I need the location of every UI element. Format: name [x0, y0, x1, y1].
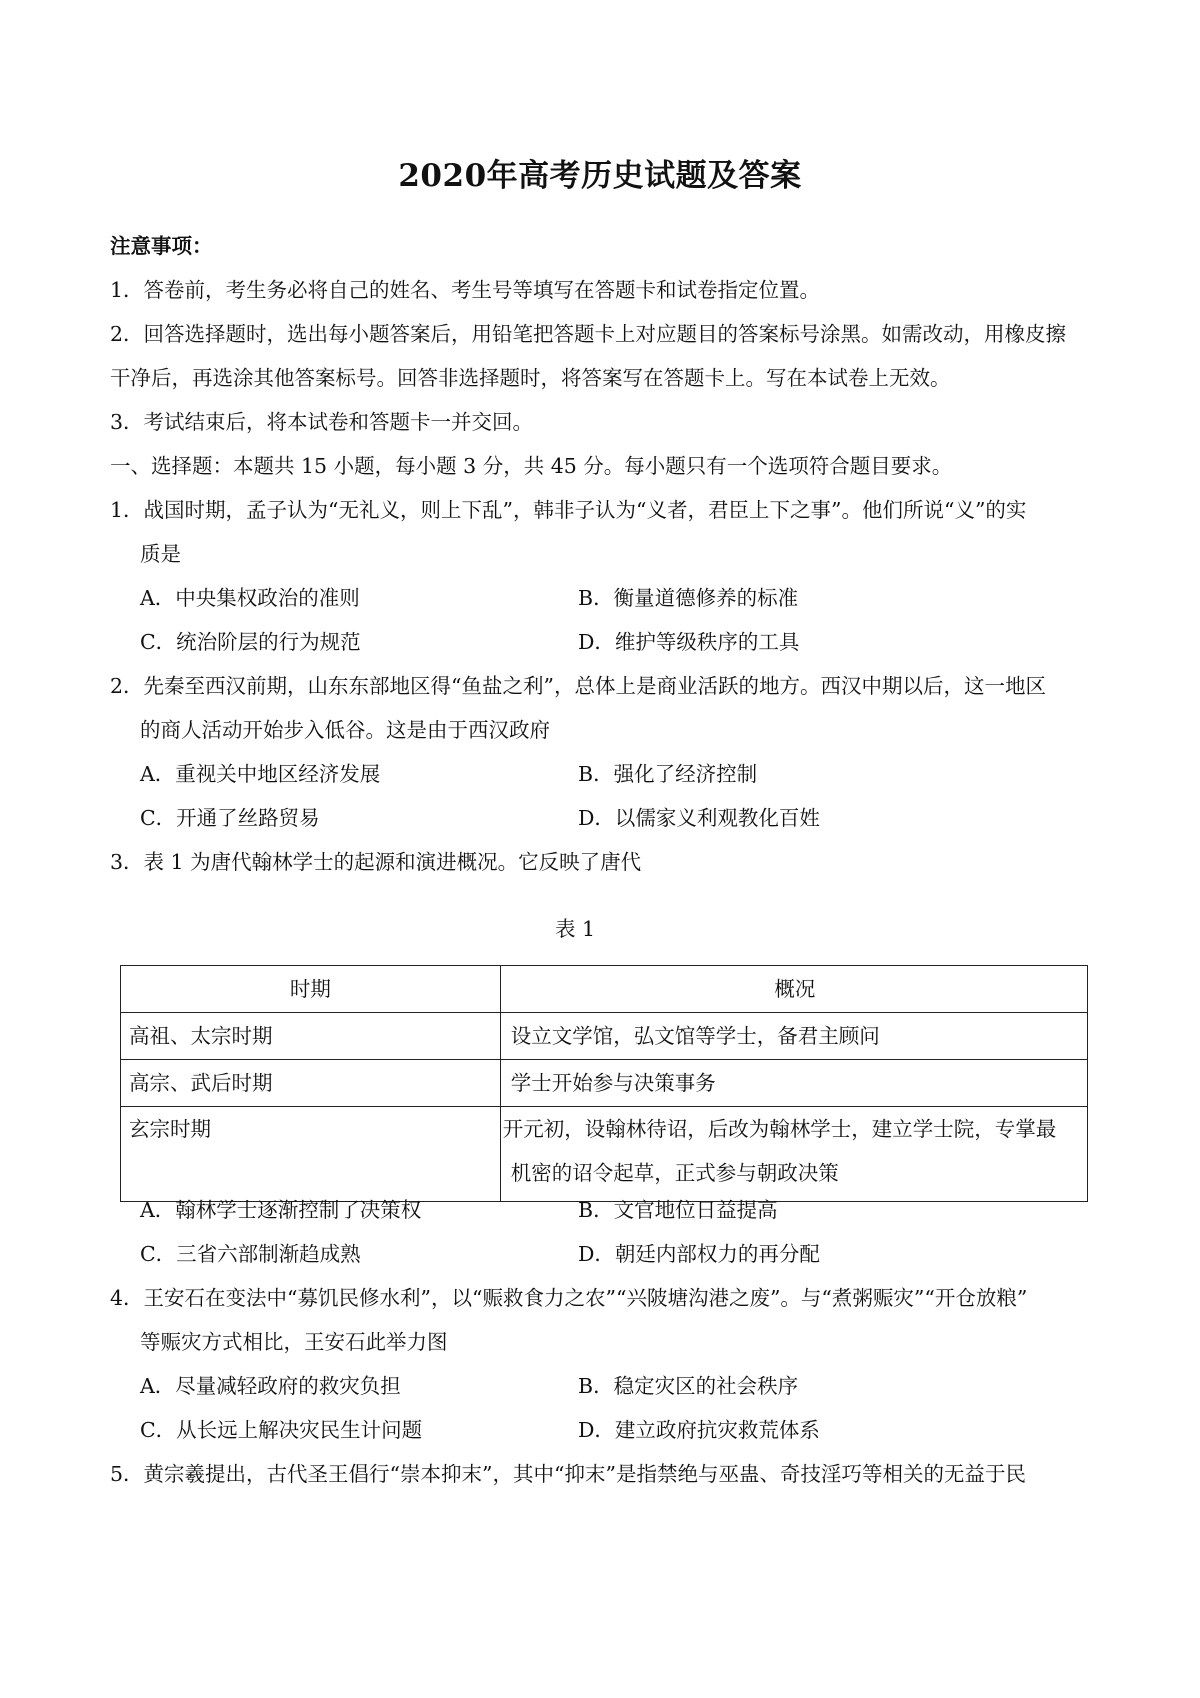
table-header-cell: 时期	[121, 966, 501, 1013]
question-1-stem-cont: 质是	[140, 542, 181, 566]
question-4-stem-cont: 等赈灾方式相比，王安石此举力图	[140, 1330, 448, 1354]
page-title: 2020年高考历史试题及答案	[398, 158, 802, 194]
question-2-option-d: D．以儒家义利观教化百姓	[578, 806, 820, 830]
question-2-stem: 2．先秦至西汉前期，山东东部地区得“鱼盐之利”，总体上是商业活跃的地方。西汉中期以后，这一地区	[110, 674, 1047, 698]
question-1-option-b: B．衡量道德修养的标准	[578, 586, 799, 610]
table-cell-summary: 学士开始参与决策事务	[500, 1060, 1087, 1107]
notice-heading: 注意事项：	[110, 234, 213, 258]
notice-item-2: 2．回答选择题时，选出每小题答案后，用铅笔把答题卡上对应题目的答案标号涂黑。如需改动，用橡皮擦	[110, 322, 1067, 346]
table-cell-summary: 设立文学馆，弘文馆等学士，备君主顾问	[500, 1013, 1087, 1060]
question-2-stem-cont: 的商人活动开始步入低谷。这是由于西汉政府	[140, 718, 550, 742]
table-cell-summary	[500, 1107, 1087, 1202]
question-3-stem: 3．表 1 为唐代翰林学士的起源和演进概况。它反映了唐代	[110, 850, 642, 874]
table-cell-period: 玄宗时期	[121, 1107, 501, 1202]
question-4-stem: 4．王安石在变法中“募饥民修水利”，以“赈救食力之农”“兴陂塘沟港之废”。与“煮粥赈灾”“开仓放粮”	[110, 1286, 1028, 1310]
table-cell-period: 高祖、太宗时期	[121, 1013, 501, 1060]
question-4-option-d: D．建立政府抗灾救荒体系	[578, 1418, 820, 1442]
table-cell-summary-line-2: 机密的诏令起草，正式参与朝政决策	[510, 1161, 839, 1185]
question-3-option-c: C．三省六部制渐趋成熟	[140, 1242, 361, 1266]
table-cell-summary-line-1: 开元初，设翰林待诏，后改为翰林学士，建立学士院，专掌最	[502, 1117, 1057, 1141]
table-caption: 表 1	[554, 917, 596, 941]
question-1-option-c: C．统治阶层的行为规范	[140, 630, 361, 654]
question-2-option-a: A．重视关中地区经济发展	[140, 762, 381, 786]
table-row	[121, 1060, 1088, 1107]
question-4-option-a: A．尽量减轻政府的救灾负担	[140, 1374, 401, 1398]
question-5-stem: 5．黄宗羲提出，古代圣王倡行“崇本抑末”，其中“抑末”是指禁绝与巫蛊、奇技淫巧等相关的无益于民	[110, 1462, 1026, 1486]
question-3-option-b: B．文官地位日益提高	[578, 1198, 778, 1222]
notice-item-3: 3．考试结束后，将本试卷和答题卡一并交回。	[110, 410, 534, 434]
notice-item-1: 1．答卷前，考生务必将自己的姓名、考生号等填写在答题卡和试卷指定位置。	[110, 278, 821, 302]
table-cell-period: 高宗、武后时期	[121, 1060, 501, 1107]
notice-item-2-cont: 干净后，再选涂其他答案标号。回答非选择题时，将答案写在答题卡上。写在本试卷上无效。	[110, 366, 951, 390]
question-4-option-c: C．从长远上解决灾民生计问题	[140, 1418, 423, 1442]
history-table	[120, 965, 1088, 1202]
question-2-option-b: B．强化了经济控制	[578, 762, 758, 786]
table-header-row	[121, 966, 1088, 1013]
table-row	[121, 1013, 1088, 1060]
question-3-option-d: D．朝廷内部权力的再分配	[578, 1242, 820, 1266]
section-heading: 一、选择题：本题共 15 小题，每小题 3 分，共 45 分。每小题只有一个选项符合题目要求。	[110, 454, 953, 478]
question-1-stem: 1．战国时期，孟子认为“无礼义，则上下乱”，韩非子认为“义者，君臣上下之事”。他们所说“义”的实	[110, 498, 1027, 522]
table-header-cell: 概况	[500, 966, 1087, 1013]
question-1-option-a: A．中央集权政治的准则	[140, 586, 360, 610]
question-1-option-d: D．维护等级秩序的工具	[578, 630, 800, 654]
table-row	[121, 1107, 1088, 1202]
question-4-option-b: B．稳定灾区的社会秩序	[578, 1374, 799, 1398]
question-3-option-a: A．翰林学士逐渐控制了决策权	[140, 1198, 422, 1222]
question-2-option-c: C．开通了丝路贸易	[140, 806, 320, 830]
